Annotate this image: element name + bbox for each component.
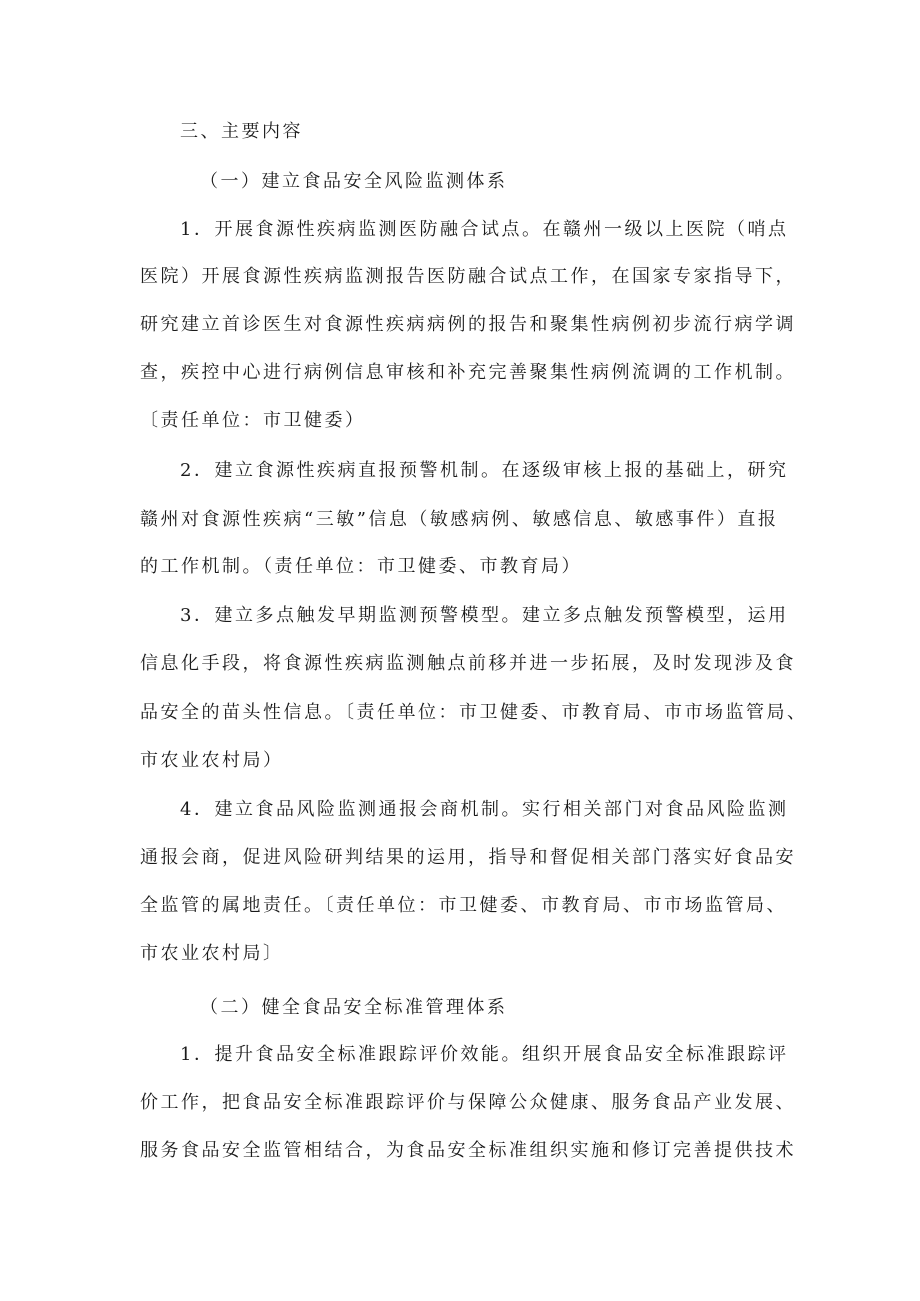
paragraph-line: 市农业农村局） — [140, 750, 284, 771]
paragraph-line: 的工作机制。（责任单位：市卫健委、市教育局） — [140, 556, 582, 577]
paragraph-line: 全监管的属地责任。〔责任单位：市卫健委、市教育局、市市场监管局、 — [140, 895, 787, 916]
paragraph-line: 2．建立食源性疾病直报预警机制。在逐级审核上报的基础上，研究 — [180, 460, 789, 481]
paragraph-line: 1．开展食源性疾病监测医防融合试点。在赣州一级以上医院（哨点 — [180, 219, 789, 240]
paragraph-line: 查，疾控中心进行病例信息审核和补充完善聚集性病例流调的工作机制。 — [140, 362, 796, 383]
paragraph-line: 赣州对食源性疾病“三敏”信息（敏感病例、敏感信息、敏感事件）直报 — [140, 509, 779, 530]
paragraph-line: 研究建立首诊医生对食源性疾病病例的报告和聚集性病例初步流行病学调 — [140, 314, 796, 335]
paragraph-line: 信息化手段，将食源性疾病监测触点前移并进一步拓展，及时发现涉及食 — [140, 653, 796, 674]
paragraph-line: 医院）开展食源性疾病监测报告医防融合试点工作，在国家专家指导下， — [140, 266, 796, 287]
paragraph-line: 价工作，把食品安全标准跟踪评价与保障公众健康、服务食品产业发展、 — [140, 1092, 796, 1113]
subsection-title: （二）健全食品安全标准管理体系 — [200, 997, 508, 1018]
paragraph-line: 〔责任单位：市卫健委） — [140, 410, 366, 431]
paragraph-line: 3．建立多点触发早期监测预警模型。建立多点触发预警模型，运用 — [180, 605, 789, 626]
paragraph-line: 品安全的苗头性信息。〔责任单位：市卫健委、市教育局、市市场监管局、 — [140, 702, 808, 723]
section-title: 三、主要内容 — [180, 121, 303, 142]
paragraph-line: 服务食品安全监管相结合，为食品安全标准组织实施和修订完善提供技术 — [140, 1140, 796, 1161]
paragraph-line: 通报会商，促进风险研判结果的运用，指导和督促相关部门落实好食品安 — [140, 847, 796, 868]
subsection-title: （一）建立食品安全风险监测体系 — [200, 171, 508, 192]
paragraph-line: 4．建立食品风险监测通报会商机制。实行相关部门对食品风险监测 — [180, 799, 789, 820]
paragraph-line: 市农业农村局〕 — [140, 943, 284, 964]
paragraph-line: 1．提升食品安全标准跟踪评价效能。组织开展食品安全标准跟踪评 — [180, 1044, 789, 1065]
